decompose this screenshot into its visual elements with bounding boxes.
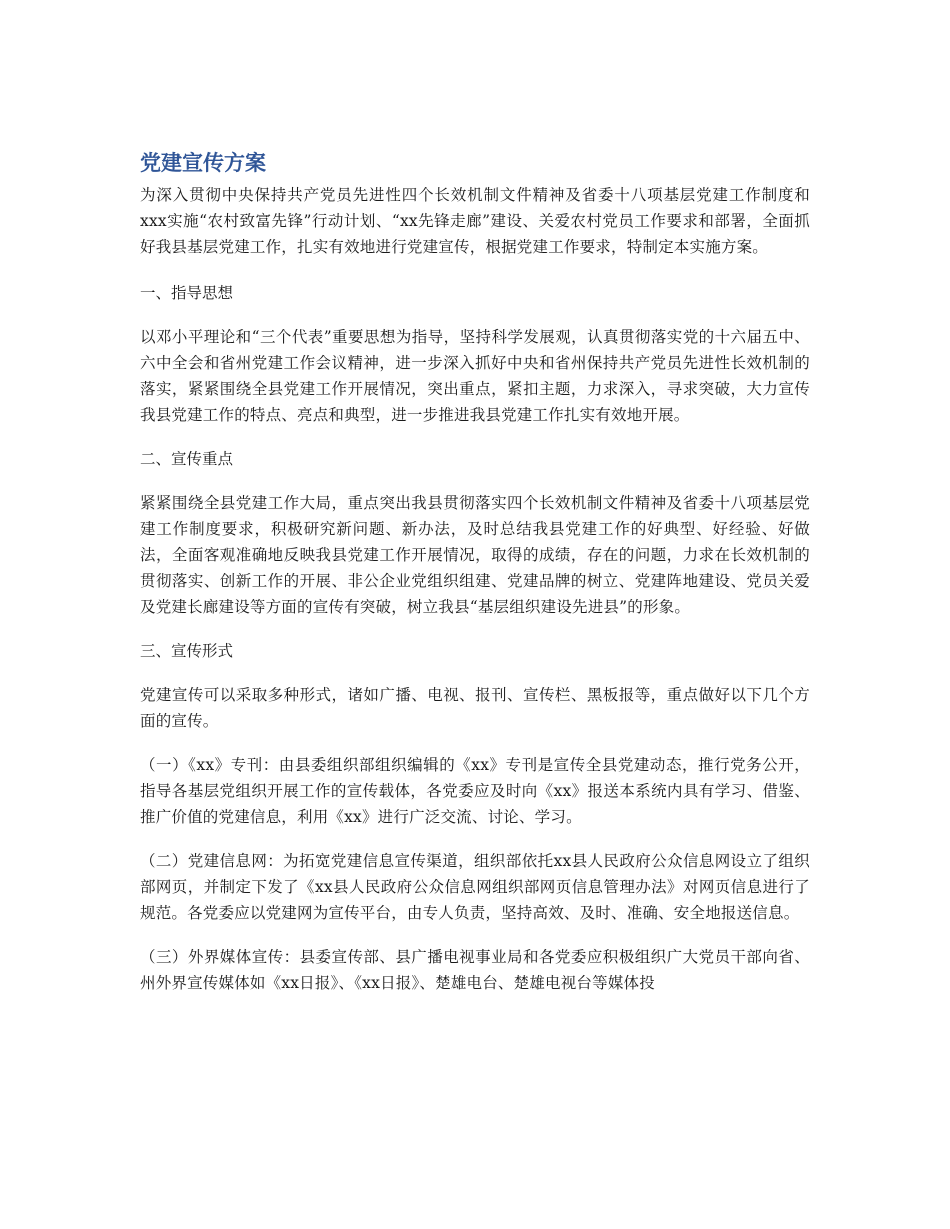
section-heading-guiding-ideology: 一、指导思想 — [140, 284, 234, 302]
intro-paragraph: 为深入贯彻中央保持共产党员先进性四个长效机制文件精神及省委十八项基层党建工作制度和xxx实施“农村致富先锋”行动计划、“xx先锋走廊”建设、关爱农村党员工作要求和部署，全面抓好我县基层党建工作，扎实有效地进行党建宣传，根据党建工作要求，特制定本实施方案。 — [140, 186, 810, 256]
document-title: 党建宣传方案 — [140, 151, 266, 175]
document-page — [140, 148, 810, 1014]
paragraph-special-issue: （一）《xx》专刊：由县委组织部组织编辑的《xx》专刊是宣传全县党建动态，推行党务公开，指导各基层党组织开展工作的宣传载体，各党委应及时向《xx》报送本系统内具有学习、借鉴、推广价值的党建信息，利用《xx》进行广泛交流、讨论、学习。 — [140, 756, 810, 826]
section-heading-publicity-focus: 二、宣传重点 — [140, 450, 234, 468]
paragraph-external-media: （三）外界媒体宣传：县委宣传部、县广播电视事业局和各党委应积极组织广大党员干部向省、州外界宣传媒体如《xx日报》、《xx日报》、楚雄电台、楚雄电视台等媒体投 — [140, 948, 810, 992]
paragraph-publicity-forms-intro: 党建宣传可以采取多种形式，诸如广播、电视、报刊、宣传栏、黑板报等，重点做好以下几个方面的宣传。 — [140, 686, 810, 730]
section-heading-publicity-forms: 三、宣传形式 — [140, 642, 234, 660]
paragraph-guiding-ideology: 以邓小平理论和“三个代表”重要思想为指导，坚持科学发展观，认真贯彻落实党的十六届五中、六中全会和省州党建工作会议精神，进一步深入抓好中央和省州保持共产党员先进性长效机制的落实，紧紧围绕全县党建工作开展情况，突出重点，紧扣主题，力求深入，寻求突破，大力宣传我县党建工作的特点、亮点和典型，进一步推进我县党建工作扎实有效地开展。 — [140, 328, 810, 424]
paragraph-info-network: （二）党建信息网：为拓宽党建信息宣传渠道，组织部依托xx县人民政府公众信息网设立了组织部网页，并制定下发了《xx县人民政府公众信息网组织部网页信息管理办法》对网页信息进行了规范。各党委应以党建网为宣传平台，由专人负责，坚持高效、及时、准确、安全地报送信息。 — [140, 852, 810, 922]
paragraph-publicity-focus: 紧紧围绕全县党建工作大局，重点突出我县贯彻落实四个长效机制文件精神及省委十八项基层党建工作制度要求，积极研究新问题、新办法，及时总结我县党建工作的好典型、好经验、好做法，全面客观准确地反映我县党建工作开展情况，取得的成绩，存在的问题，力求在长效机制的贯彻落实、创新工作的开展、非公企业党组织组建、党建品牌的树立、党建阵地建设、党员关爱及党建长廊建设等方面的宣传有突破，树立我县“基层组织建设先进县”的形象。 — [140, 494, 810, 616]
